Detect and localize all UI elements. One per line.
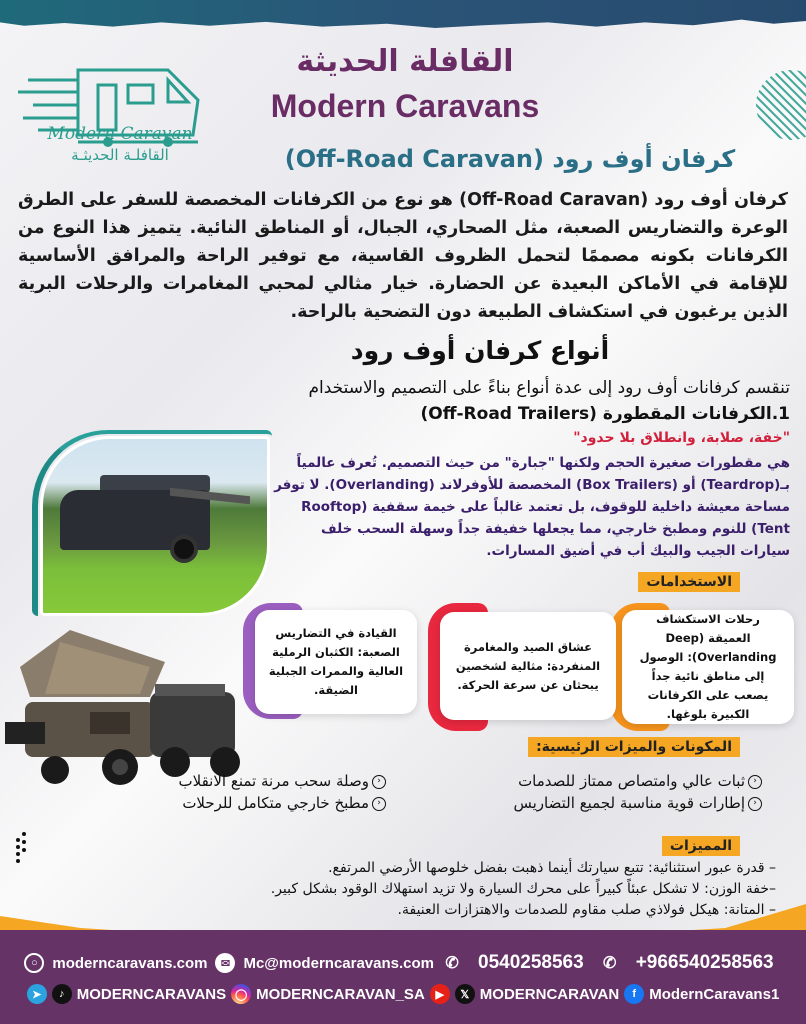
phone-link-local[interactable]: 0540258563	[478, 952, 584, 973]
logo-text-ar: القافلـة الحديثـة	[71, 146, 169, 164]
types-subheading: تنقسم كرفانات أوف رود إلى عدة أنواع بناءً على التصميم والاستخدام	[308, 378, 790, 398]
rooftop-tent-trailer-photo	[0, 622, 245, 792]
use-card-rough-terrain: القيادة في التضاريس الصعبة: الكثبان الرملية العالية والممرات الجبلية الضيقة.	[255, 610, 417, 714]
facebook-handle[interactable]: ModernCaravans1	[649, 985, 780, 1003]
page-title-ar: القافلة الحديثة	[296, 44, 514, 79]
page-title-en: Modern Caravans	[270, 88, 540, 124]
list-item: ‹وصلة سحب مرنة تمنع الانقلاب	[126, 770, 386, 792]
list-item: – المتانة: هيكل فولاذي صلب مقاوم للصدمات والاهتزازات العنيفة.	[397, 902, 776, 918]
components-list-right	[432, 770, 762, 814]
x-icon[interactable]: 𝕏	[455, 984, 475, 1004]
email-link[interactable]: Mc@moderncaravans.com	[243, 954, 435, 972]
list-item: – قدرة عبور استثنائية: تتبع سيارتك أينما ذهبت بفضل خلوصها الأرضي المرتفع.	[328, 860, 776, 876]
phone-icon: ✆	[445, 955, 459, 972]
type1-description: هي مقطورات صغيرة الحجم ولكنها "جبارة" من حيث التصميم. تُعرف عالمياً بـ(Teardrop) أو (Box Trailers) المخصصة للأوفرلاند (Overlanding). لا توفر مساحة معيشة داخلية للوقوف، بل تعتمد غالباً على خيمة سقفية (Rooftop Tent) للنوم ومطبخ خارجي، مما يجعلها خفيفة جداً وسهلة السحب خلف سيارات الجيب والبيك أب في أضيق المسارات.	[274, 455, 790, 559]
youtube-icon[interactable]: ▶	[430, 984, 450, 1004]
list-item: –خفة الوزن: لا تشكل عبئاً كبيراً على محرك السيارة ولا تزيد استهلاك الوقود بشكل كبير.	[270, 881, 776, 897]
chevron-left-circle-icon: ‹	[748, 797, 762, 811]
chevron-left-circle-icon: ‹	[372, 775, 386, 789]
x-handle[interactable]: MODERNCARAVAN	[479, 985, 620, 1003]
types-heading: أنواع كرفان أوف رود	[350, 336, 610, 365]
tiktok-handle[interactable]: MODERNCARAVANS	[76, 985, 227, 1003]
photo-trailer-wheel	[170, 535, 198, 563]
type1-title: 1.الكرفانات المقطورة (Off-Road Trailers)	[420, 404, 790, 424]
footer-social-row	[0, 984, 806, 1004]
uses-label: الاستخدامات	[638, 572, 740, 592]
tiktok-icon[interactable]: ♪	[52, 984, 72, 1004]
logo-text-en: Modern Caravan	[47, 124, 193, 144]
telegram-icon[interactable]: ➤	[27, 984, 47, 1004]
globe-icon: ○	[24, 953, 44, 973]
instagram-icon[interactable]: ◯	[231, 984, 251, 1004]
advantages-label: المميزات	[662, 836, 740, 856]
footer	[0, 930, 806, 1024]
use-card-deep-overlanding: رحلات الاستكشاف العميقة (Deep Overlanding): الوصول إلى مناطق نائية جداً يصعب على الكرفانات الكبيرة بلوغها.	[622, 610, 794, 724]
facebook-icon[interactable]: f	[624, 984, 644, 1004]
list-item: ‹ثبات عالي وامتصاص ممتاز للصدمات	[432, 770, 762, 792]
decorative-stripe-circle	[756, 70, 806, 140]
components-label: المكونات والميزات الرئيسية:	[528, 737, 740, 757]
phone-icon: ✆	[602, 955, 617, 972]
footer-contact-row	[0, 952, 806, 974]
intro-paragraph: كرفان أوف رود (Off-Road Caravan) هو نوع من الكرفانات المخصصة للسفر على الطرق الوعرة والتضاريس الصعبة، مثل الصحاري، الجبال، أو المناطق النائية. يتميز هذا النوع من الكرفانات بكونه مصممًا لتحمل الظروف القاسية، مع توفير الراحة والمرافق الأساسية للإقامة في الأماكن البعيدة عن الحضارة. خيار مثالي لمحبي المغامرات والرحلات البرية الذين يرغبون في استكشاف الطبيعة دون التضحية بالراحة.	[18, 190, 788, 322]
mail-icon: ✉	[215, 953, 235, 973]
type1-tagline: "خفة، صلابة، وانطلاق بلا حدود"	[573, 430, 790, 446]
website-link[interactable]: moderncaravans.com	[52, 954, 208, 972]
list-item: ‹مطبخ خارجي متكامل للرحلات	[126, 792, 386, 814]
page-subtitle: كرفان أوف رود (Off-Road Caravan)	[284, 145, 736, 173]
instagram-handle[interactable]: MODERNCARAVAN_SA	[256, 985, 425, 1003]
list-item: ‹إطارات قوية مناسبة لجميع التضاريس	[432, 792, 762, 814]
components-list-left	[126, 770, 386, 814]
chevron-left-circle-icon: ‹	[748, 775, 762, 789]
phone-link-intl[interactable]: +966540258563	[635, 952, 774, 973]
chevron-left-circle-icon: ‹	[372, 797, 386, 811]
top-torn-banner	[0, 0, 806, 28]
advantages-list	[16, 858, 776, 921]
use-card-hunting: عشاق الصيد والمغامرة المنفردة: مثالية لشخصين يبحثان عن سرعة الحركة.	[440, 612, 616, 720]
